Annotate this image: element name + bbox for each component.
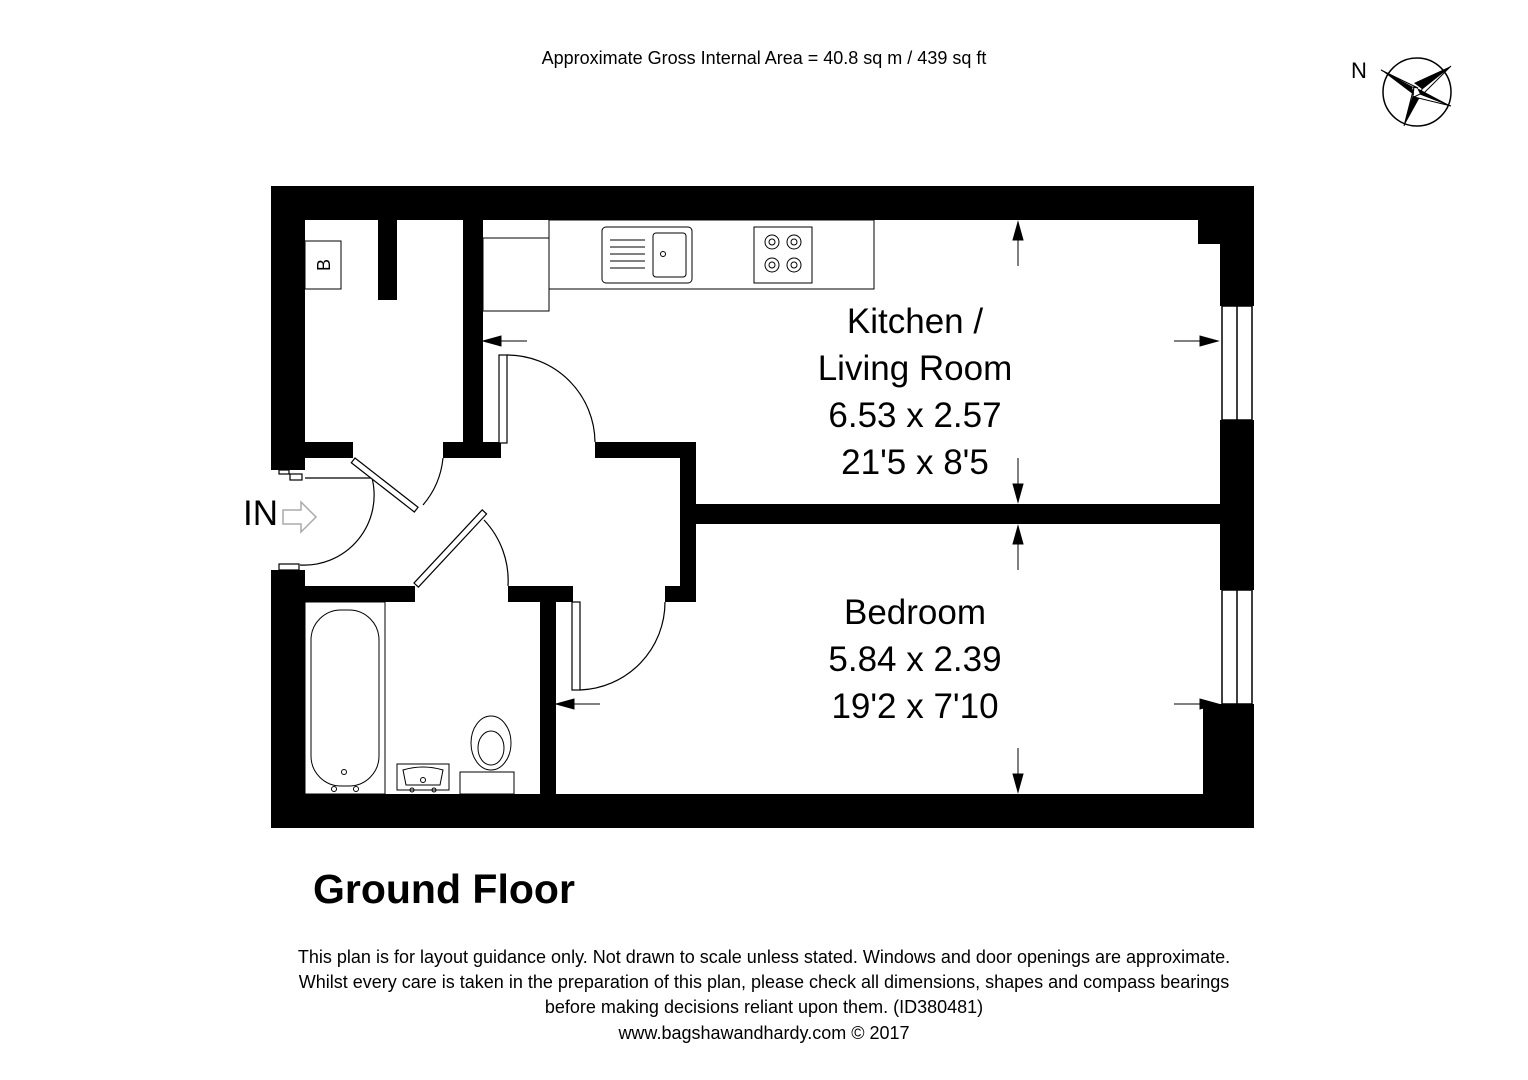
website-link[interactable]: www.bagshawandhardy.com	[618, 1023, 847, 1043]
bedroom-metric-dimensions: 5.84 x 2.39	[828, 640, 1002, 679]
toilet-icon	[460, 716, 514, 794]
kitchen-imperial-dimensions: 21'5 x 8'5	[841, 443, 989, 482]
kitchen-living-room-label	[760, 298, 1070, 486]
entrance-arrow-icon	[283, 502, 316, 532]
kitchen-name-line1: Kitchen /	[846, 302, 984, 341]
bedroom-imperial-dimensions: 19'2 x 7'10	[831, 687, 999, 726]
boiler-label: B	[314, 259, 334, 272]
sink-icon	[602, 227, 692, 283]
disclaimer	[0, 945, 1528, 1020]
bedroom-label	[760, 589, 1070, 730]
washbasin-icon	[397, 764, 449, 792]
kitchen-name-line2: Living Room	[817, 349, 1013, 388]
copyright: © 2017	[851, 1023, 910, 1043]
disclaimer-line-3: before making decisions reliant upon them. (ID380481)	[544, 997, 984, 1017]
gross-internal-area: Approximate Gross Internal Area = 40.8 sq m / 439 sq ft	[541, 48, 987, 68]
bath-icon	[305, 602, 385, 794]
compass-rose-icon	[1381, 58, 1451, 126]
compass-north-label: N	[1351, 58, 1367, 83]
entrance-label: IN	[243, 494, 278, 533]
disclaimer-line-2: Whilst every care is taken in the preparation of this plan, please check all dimensions, shapes and compass bearings	[298, 972, 1230, 992]
hob-icon	[754, 227, 812, 283]
floor-title: Ground Floor	[313, 866, 575, 912]
kitchen-metric-dimensions: 6.53 x 2.57	[828, 396, 1002, 435]
footer-website-line	[0, 1023, 1528, 1044]
bedroom-name: Bedroom	[843, 593, 987, 632]
disclaimer-line-1: This plan is for layout guidance only. Not drawn to scale unless stated. Windows and door openings are approximate.	[297, 947, 1231, 967]
